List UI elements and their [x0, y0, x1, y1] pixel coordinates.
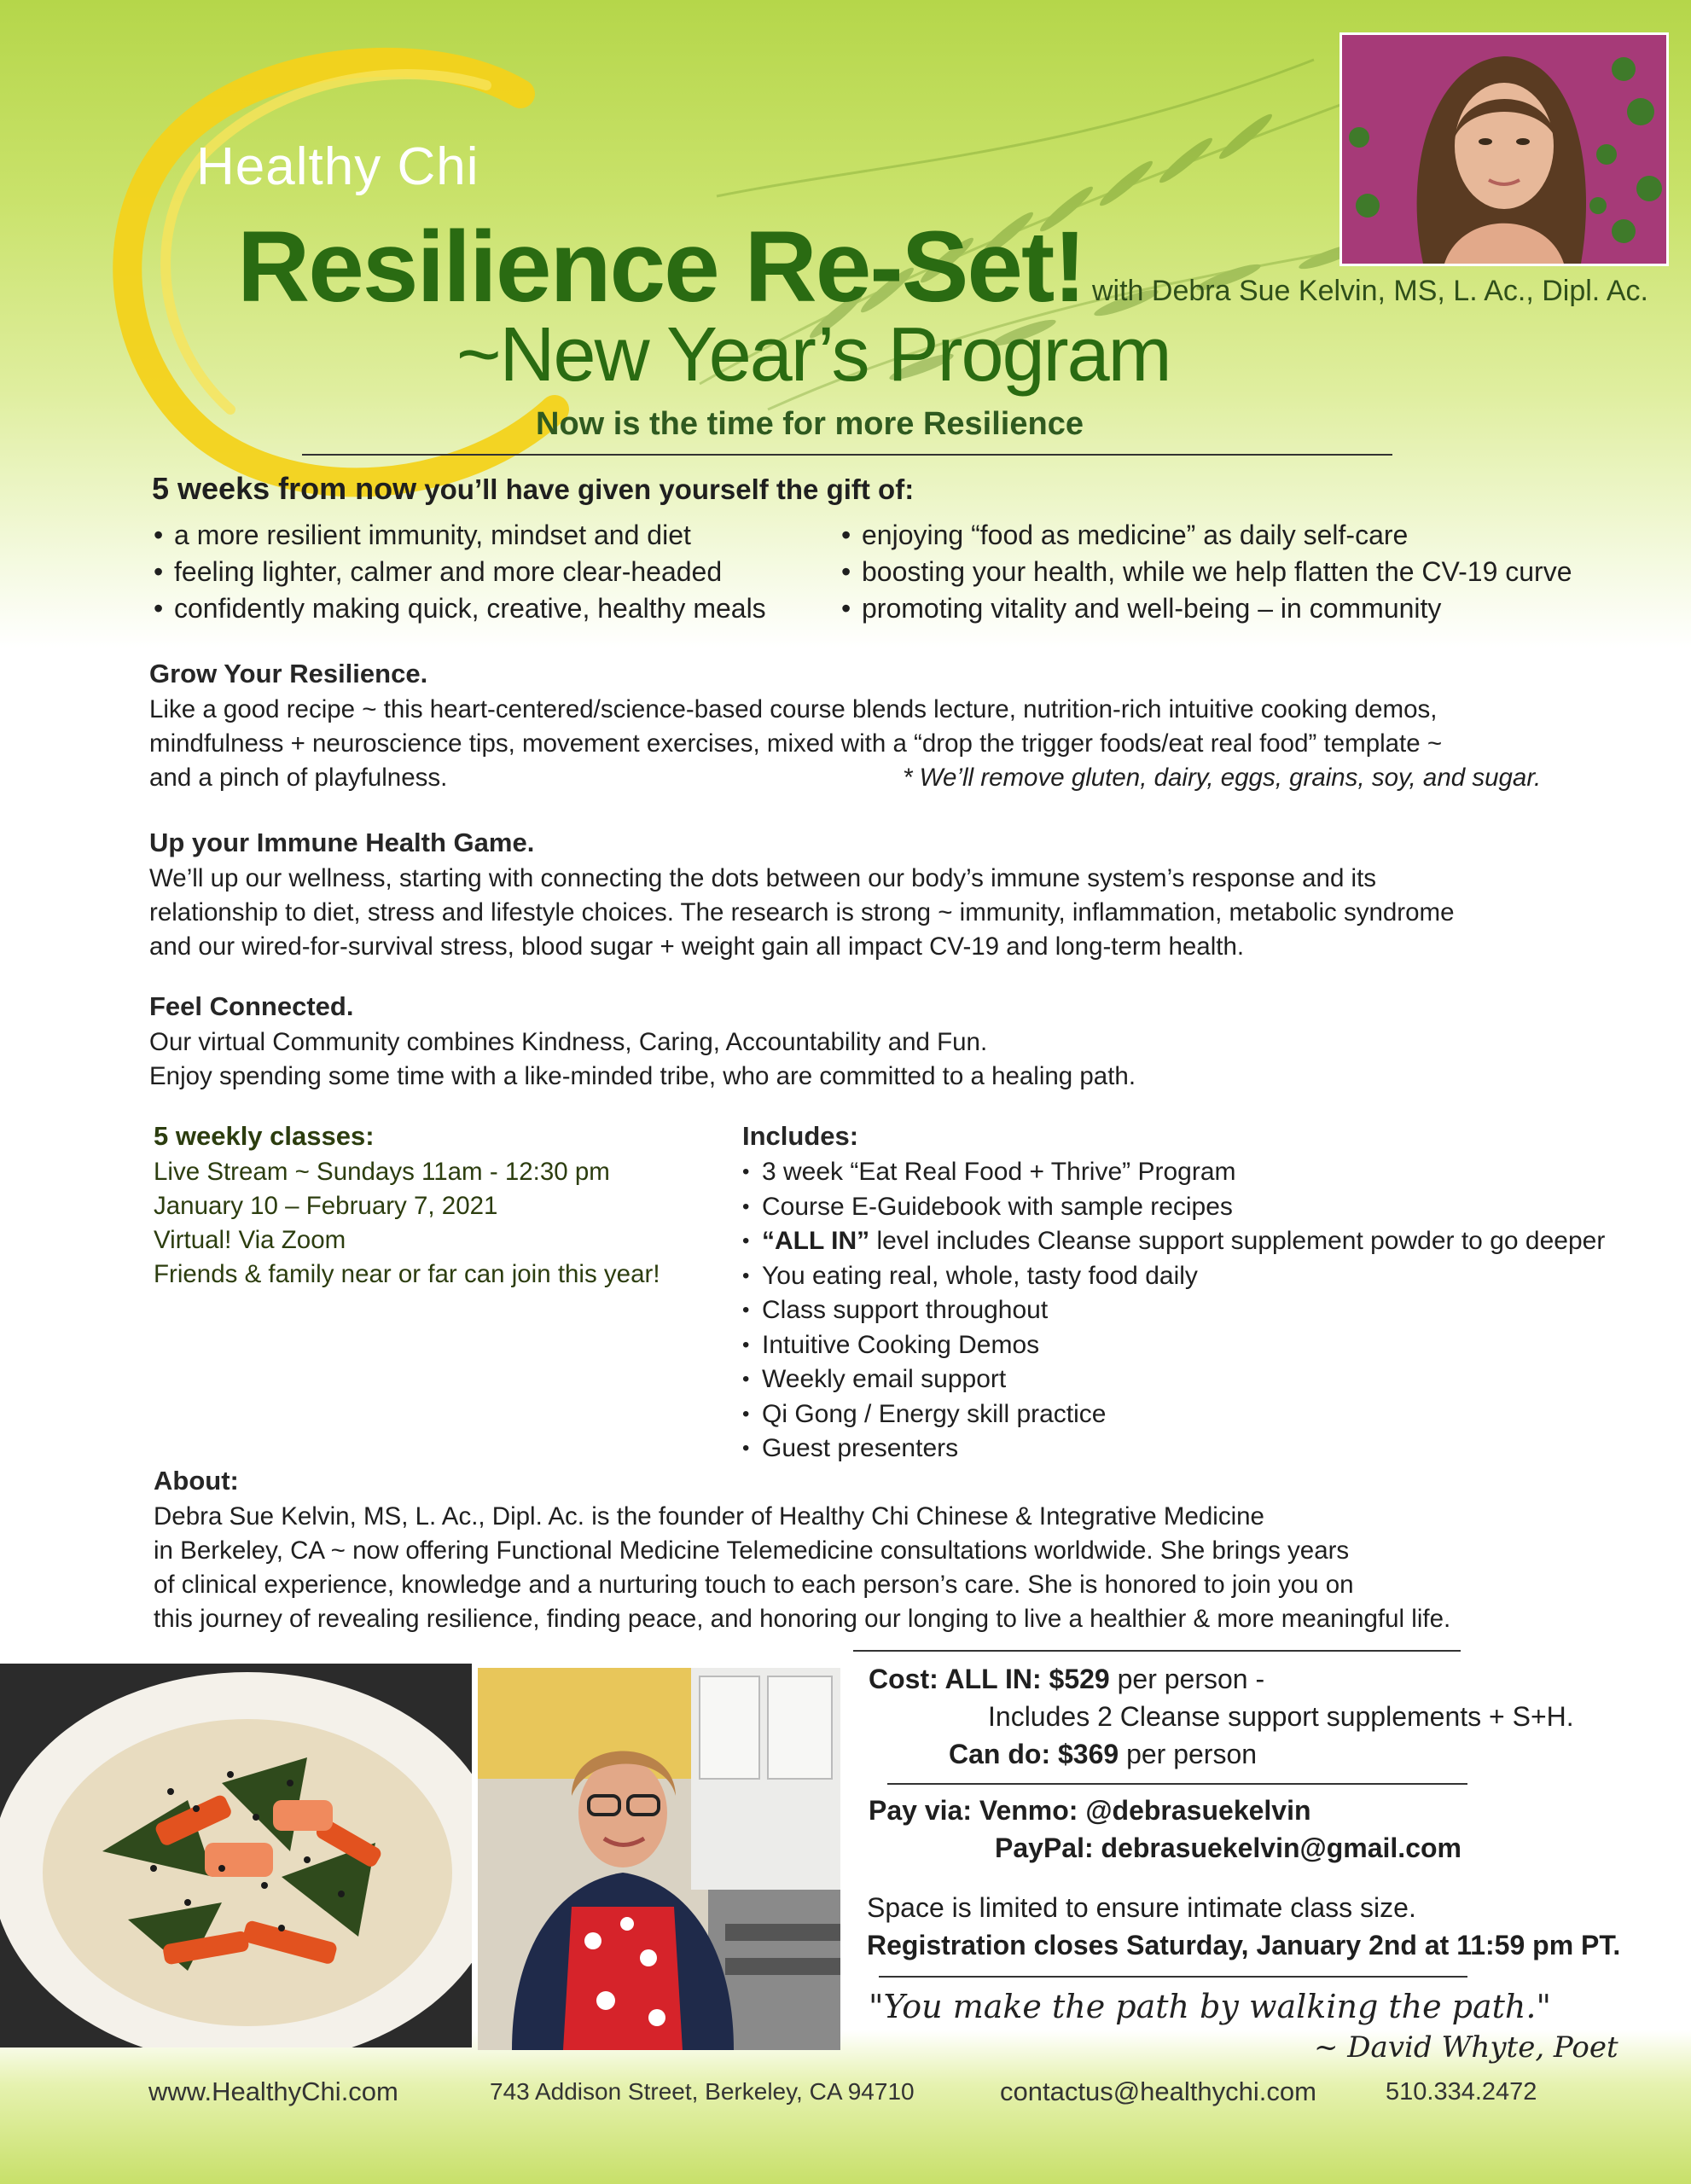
classes-line: Friends & family near or far can join this year!: [154, 1260, 660, 1288]
pay-via: [869, 1792, 1311, 1829]
space-note: Space is limited to ensure intimate class size.: [867, 1892, 1416, 1923]
list-item: • feeling lighter, calmer and more clear-headed: [154, 554, 766, 590]
pricing-divider-top: [853, 1650, 1461, 1652]
classes-line: January 10 – February 7, 2021: [154, 1192, 498, 1220]
header-divider: [302, 454, 1392, 456]
list-item: • promoting vitality and well-being – in community: [841, 590, 1572, 627]
about-heading: About:: [154, 1466, 239, 1496]
registration-deadline: Registration closes Saturday, January 2nd at 11:59 pm PT.: [867, 1930, 1621, 1960]
resilience-line-2: mindfulness + neuroscience tips, movement exercises, mixed with a “drop the trigger foods/eat real food” template ~: [149, 729, 1443, 758]
cost-allin: [869, 1660, 1264, 1698]
allin-rest: level includes Cleanse support supplement powder to go deeper: [869, 1227, 1606, 1255]
cost-label: Cost: ALL IN:: [869, 1664, 1049, 1694]
gift-list-left: [154, 517, 766, 627]
connected-heading: Feel Connected.: [149, 991, 354, 1021]
list-item: • 3 week “Eat Real Food + Thrive” Program: [742, 1155, 1605, 1190]
list-item-allin: [742, 1224, 1605, 1259]
gift-list-right: [841, 517, 1572, 627]
list-item: • You eating real, whole, tasty food daily: [742, 1259, 1605, 1294]
brand-name: Healthy Chi: [196, 137, 479, 196]
immune-heading: Up your Immune Health Game.: [149, 828, 535, 857]
immune-line-2: relationship to diet, stress and lifestyle choices. The research is strong ~ immunity, inflammation, metabolic syndrome: [149, 898, 1455, 926]
classes-line: Live Stream ~ Sundays 11am - 12:30 pm: [154, 1158, 610, 1186]
cando-price: $369: [1057, 1739, 1119, 1769]
pricing-divider-bottom: [879, 1976, 1467, 1978]
classes-line: Virtual! Via Zoom: [154, 1226, 346, 1254]
pay-label: Pay via:: [869, 1795, 979, 1826]
gift-heading: [152, 471, 914, 507]
list-item: • Qi Gong / Energy skill practice: [742, 1397, 1605, 1432]
program-title: Resilience Re-Set!: [237, 211, 1085, 323]
quote-author: ~ David Whyte, Poet: [1314, 2030, 1618, 2065]
cando-label: Can do:: [949, 1739, 1058, 1769]
about-line: in Berkeley, CA ~ now offering Functional Medicine Telemedicine consultations worldwide. She brings years: [154, 1536, 1350, 1565]
list-item: • Guest presenters: [742, 1432, 1605, 1467]
allin-unit: per person -: [1109, 1664, 1265, 1694]
immune-line-3: and our wired-for-survival stress, blood sugar + weight gain all impact CV-19 and long-term health.: [149, 932, 1245, 961]
list-item: • Intuitive Cooking Demos: [742, 1328, 1605, 1363]
cost-cando: [949, 1735, 1257, 1773]
paypal-text: PayPal: debrasuekelvin@gmail.com: [995, 1833, 1461, 1863]
resilience-heading: Grow Your Resilience.: [149, 659, 428, 688]
includes-heading: Includes:: [742, 1121, 859, 1151]
program-subtitle: ~New Year’s Program: [456, 312, 1171, 398]
footer-address: 743 Addison Street, Berkeley, CA 94710: [490, 2078, 915, 2105]
paypal-handle[interactable]: [995, 1829, 1461, 1867]
connected-line-2: Enjoy spending some time with a like-minded tribe, who are committed to a healing path.: [149, 1062, 1136, 1090]
allin-note: Includes 2 Cleanse support supplements + S+H.: [988, 1701, 1574, 1732]
cando-unit: per person: [1119, 1739, 1258, 1769]
resilience-line-1: Like a good recipe ~ this heart-centered/science-based course blends lecture, nutrition-rich intuitive cooking demos,: [149, 695, 1438, 723]
pricing-divider-mid: [887, 1783, 1467, 1785]
venmo-handle[interactable]: Venmo: @debrasuekelvin: [979, 1795, 1311, 1826]
gift-heading-bold: 5 weeks from now: [152, 471, 417, 506]
about-line: of clinical experience, knowledge and a nurturing touch to each person’s care. She is honored to join you on: [154, 1571, 1354, 1599]
instructor-byline: with Debra Sue Kelvin, MS, L. Ac., Dipl. Ac.: [1092, 275, 1648, 307]
allin-bold: “ALL IN”: [762, 1227, 870, 1255]
list-item: • Course E-Guidebook with sample recipes: [742, 1190, 1605, 1225]
tagline: Now is the time for more Resilience: [536, 406, 1084, 442]
resilience-line-3: and a pinch of playfulness.: [149, 764, 448, 792]
list-item: • Weekly email support: [742, 1362, 1605, 1397]
list-item: • enjoying “food as medicine” as daily self-care: [841, 517, 1572, 554]
list-item: • boosting your health, while we help flatten the CV-19 curve: [841, 554, 1572, 590]
food-dish-photo: [0, 1664, 472, 2048]
immune-line-1: We’ll up our wellness, starting with connecting the dots between our body’s immune system’s response and its: [149, 864, 1377, 892]
classes-heading: 5 weekly classes:: [154, 1121, 375, 1151]
about-line: this journey of revealing resilience, finding peace, and honoring our longing to live a healthier & more meaningful life.: [154, 1605, 1451, 1633]
quote-text: "You make the path by walking the path.": [869, 1988, 1551, 2025]
list-item: • confidently making quick, creative, healthy meals: [154, 590, 766, 627]
gift-heading-rest: you’ll have given yourself the gift of:: [416, 473, 915, 505]
footer-phone[interactable]: 510.334.2472: [1386, 2078, 1537, 2106]
allin-price: $529: [1049, 1664, 1110, 1694]
includes-list: [742, 1155, 1605, 1467]
portrait-photo-debra: [1339, 32, 1669, 266]
exclusions-note: * We’ll remove gluten, dairy, eggs, grains, soy, and sugar.: [903, 764, 1542, 792]
about-line: Debra Sue Kelvin, MS, L. Ac., Dipl. Ac. is the founder of Healthy Chi Chinese & Integrative Medicine: [154, 1502, 1264, 1531]
list-item: • Class support throughout: [742, 1293, 1605, 1328]
list-item: • a more resilient immunity, mindset and diet: [154, 517, 766, 554]
footer-email[interactable]: contactus@healthychi.com: [1000, 2077, 1316, 2106]
footer-website[interactable]: www.HealthyChi.com: [148, 2077, 398, 2106]
connected-line-1: Our virtual Community combines Kindness, Caring, Accountability and Fun.: [149, 1028, 988, 1056]
chef-kitchen-photo: [478, 1668, 840, 2050]
